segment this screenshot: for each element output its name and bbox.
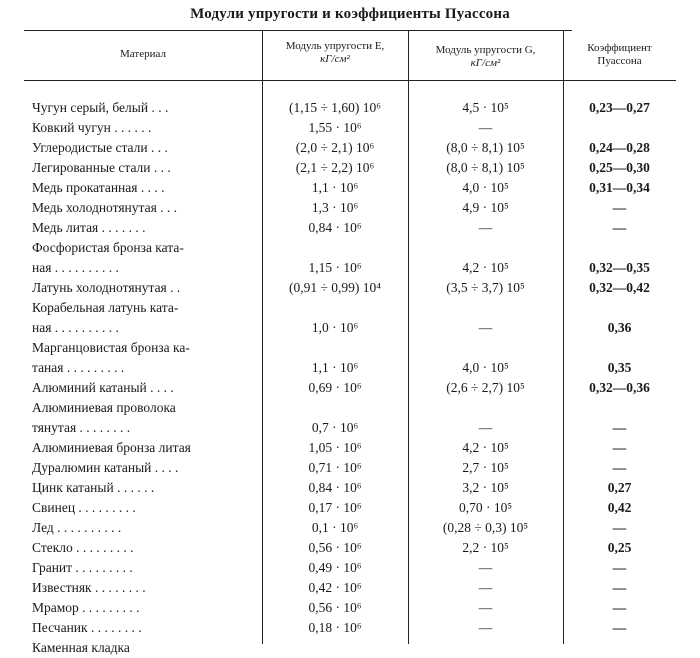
modulus-g-cell-container <box>408 98 563 118</box>
table-row <box>24 338 676 378</box>
modulus-g-cell: 4,2 · 10⁵ <box>462 440 509 455</box>
modulus-e-cell-container <box>262 218 408 238</box>
modulus-g-cell-container <box>408 458 563 478</box>
material-name-line: Алюминиевая проволока <box>32 400 176 415</box>
poisson-cell: 0,36 <box>607 320 632 335</box>
modulus-g-cell-container <box>408 558 563 578</box>
modulus-g-cell-container <box>408 578 563 598</box>
poisson-cell: 0,27 <box>607 480 632 495</box>
header-bottom-rule <box>24 80 676 81</box>
modulus-e-cell: 1,15 · 10⁶ <box>308 260 362 275</box>
modulus-e-cell-container <box>262 278 408 298</box>
material-cell <box>24 618 262 638</box>
poisson-cell-container <box>563 98 676 118</box>
modulus-g-cell: (3,5 ÷ 3,7) 10⁵ <box>446 280 525 295</box>
material-name-line: Дуралюмин катаный . . . . <box>32 460 179 475</box>
modulus-g-cell-container <box>408 278 563 298</box>
modulus-e-cell-container <box>262 118 408 138</box>
modulus-g-cell-container <box>408 538 563 558</box>
header-poisson <box>563 42 676 68</box>
table-row <box>24 98 676 118</box>
modulus-e-cell-container <box>262 398 408 438</box>
modulus-g-cell-container <box>408 338 563 378</box>
header-modulus-g-label: Модуль упругости G, <box>435 44 536 56</box>
table-row <box>24 458 676 478</box>
modulus-g-cell: (0,28 ÷ 0,3) 10⁵ <box>442 520 529 535</box>
poisson-cell: 0,32—0,36 <box>589 380 650 395</box>
material-name-line: таная . . . . . . . . . <box>32 360 125 375</box>
table-row <box>24 638 676 658</box>
modulus-g-cell: 2,7 · 10⁵ <box>462 460 509 475</box>
material-name-line: Ковкий чугун . . . . . . <box>32 120 152 135</box>
modulus-g-cell: — <box>478 560 493 575</box>
poisson-cell: 0,23—0,27 <box>589 100 650 115</box>
material-cell <box>24 518 262 538</box>
material-cell <box>24 178 262 198</box>
material-cell <box>24 158 262 178</box>
modulus-e-cell: (0,91 ÷ 0,99) 10⁴ <box>289 280 381 295</box>
modulus-g-cell: — <box>478 220 493 235</box>
table-row <box>24 478 676 498</box>
material-name-line: Чугун серый, белый . . . <box>32 100 169 115</box>
modulus-e-cell: 1,3 · 10⁶ <box>311 200 359 215</box>
poisson-cell-container <box>563 338 676 378</box>
table-row <box>24 438 676 458</box>
modulus-g-cell-container <box>408 158 563 178</box>
table-row <box>24 138 676 158</box>
table-row <box>24 518 676 538</box>
modulus-g-cell-container <box>408 118 563 138</box>
poisson-cell-container <box>563 478 676 498</box>
modulus-g-cell: — <box>478 120 493 135</box>
modulus-g-cell: (8,0 ÷ 8,1) 10⁵ <box>446 140 525 155</box>
poisson-cell-container <box>563 598 676 618</box>
modulus-g-cell-container <box>408 218 563 238</box>
modulus-e-cell: 0,69 · 10⁶ <box>308 380 362 395</box>
modulus-g-cell: 2,2 · 10⁵ <box>462 540 509 555</box>
poisson-cell-container <box>563 438 676 458</box>
modulus-g-cell-container <box>408 498 563 518</box>
table-row <box>24 618 676 638</box>
material-name-line: Свинец . . . . . . . . . <box>32 500 136 515</box>
material-cell <box>24 118 262 138</box>
poisson-cell: 0,25 <box>607 540 632 555</box>
modulus-g-cell: 3,2 · 10⁵ <box>462 480 509 495</box>
header-modulus-e <box>262 40 408 66</box>
poisson-cell: — <box>612 580 627 595</box>
table-top-rule <box>24 30 572 31</box>
poisson-cell: — <box>612 220 627 235</box>
table-row <box>24 538 676 558</box>
material-name-line: Латунь холоднотянутая . . <box>32 280 181 295</box>
poisson-cell-container <box>563 618 676 638</box>
modulus-e-cell: 0,42 · 10⁶ <box>308 580 362 595</box>
material-name-line: Корабельная латунь ката- <box>32 300 179 315</box>
modulus-e-cell: 1,05 · 10⁶ <box>308 440 362 455</box>
poisson-cell-container <box>563 298 676 338</box>
header-poisson-line2: Пуассона <box>597 55 642 67</box>
modulus-g-cell-container <box>408 518 563 538</box>
table-row <box>24 238 676 278</box>
poisson-cell-container <box>563 458 676 478</box>
modulus-g-cell: — <box>478 600 493 615</box>
modulus-g-cell: — <box>478 320 493 335</box>
poisson-cell: 0,24—0,28 <box>589 140 650 155</box>
modulus-g-cell: (8,0 ÷ 8,1) 10⁵ <box>446 160 525 175</box>
poisson-cell: — <box>612 440 627 455</box>
modulus-g-cell: — <box>478 620 493 635</box>
table-row <box>24 378 676 398</box>
material-cell <box>24 538 262 558</box>
poisson-cell-container <box>563 158 676 178</box>
modulus-e-cell-container <box>262 298 408 338</box>
material-name-line: Медь прокатанная . . . . <box>32 180 165 195</box>
table-row <box>24 198 676 218</box>
table-row <box>24 398 676 438</box>
modulus-g-cell-container <box>408 238 563 278</box>
material-name-line: Мрамор . . . . . . . . . <box>32 600 140 615</box>
table-row <box>24 278 676 298</box>
modulus-g-cell-container <box>408 438 563 458</box>
modulus-e-cell-container <box>262 178 408 198</box>
poisson-cell-container <box>563 538 676 558</box>
modulus-g-cell-container <box>408 638 563 658</box>
modulus-e-cell-container <box>262 138 408 158</box>
modulus-e-cell: 0,49 · 10⁶ <box>308 560 362 575</box>
modulus-e-cell: 1,0 · 10⁶ <box>311 320 359 335</box>
modulus-e-cell-container <box>262 198 408 218</box>
table-row <box>24 598 676 618</box>
modulus-e-cell: 1,1 · 10⁶ <box>311 180 359 195</box>
poisson-cell: — <box>612 600 627 615</box>
modulus-e-cell-container <box>262 578 408 598</box>
poisson-cell-container <box>563 398 676 438</box>
material-cell <box>24 238 262 278</box>
modulus-e-cell-container <box>262 458 408 478</box>
modulus-e-cell: 0,56 · 10⁶ <box>308 600 362 615</box>
modulus-e-cell-container <box>262 638 408 658</box>
modulus-g-cell-container <box>408 398 563 438</box>
material-cell <box>24 398 262 438</box>
modulus-e-cell: 0,7 · 10⁶ <box>311 420 359 435</box>
poisson-cell: 0,35 <box>607 360 632 375</box>
modulus-e-cell: 0,56 · 10⁶ <box>308 540 362 555</box>
material-cell <box>24 558 262 578</box>
modulus-e-cell: (1,15 ÷ 1,60) 10⁶ <box>289 100 381 115</box>
material-cell <box>24 598 262 618</box>
modulus-e-cell-container <box>262 238 408 278</box>
modulus-e-cell-container <box>262 158 408 178</box>
modulus-g-cell-container <box>408 138 563 158</box>
poisson-cell: — <box>612 520 627 535</box>
poisson-cell-container <box>563 498 676 518</box>
material-name-line: Лед . . . . . . . . . . <box>32 520 122 535</box>
material-name-line: Цинк катаный . . . . . . <box>32 480 155 495</box>
poisson-cell: — <box>612 460 627 475</box>
modulus-e-cell-container <box>262 558 408 578</box>
modulus-e-cell-container <box>262 478 408 498</box>
material-name-line: ная . . . . . . . . . . <box>32 260 119 275</box>
header-modulus-e-label: Модуль упругости E, <box>285 40 385 52</box>
material-cell <box>24 298 262 338</box>
modulus-g-cell-container <box>408 378 563 398</box>
material-cell <box>24 378 262 398</box>
material-name-line: Медь холоднотянутая . . . <box>32 200 178 215</box>
poisson-cell-container <box>563 218 676 238</box>
modulus-e-cell-container <box>262 538 408 558</box>
modulus-g-cell: 4,5 · 10⁵ <box>462 100 509 115</box>
modulus-e-cell-container <box>262 98 408 118</box>
modulus-g-cell: — <box>478 420 493 435</box>
modulus-g-cell-container <box>408 298 563 338</box>
poisson-cell-container <box>563 138 676 158</box>
modulus-e-cell-container <box>262 518 408 538</box>
material-name-line: Песчаник . . . . . . . . <box>32 620 142 635</box>
header-modulus-e-unit: кГ/см² <box>320 53 350 65</box>
modulus-g-cell-container <box>408 598 563 618</box>
header-poisson-line1: Коэффициент <box>587 42 652 54</box>
material-cell <box>24 458 262 478</box>
modulus-g-cell-container <box>408 198 563 218</box>
material-name-line: Легированные стали . . . <box>32 160 171 175</box>
modulus-g-cell-container <box>408 478 563 498</box>
material-cell <box>24 578 262 598</box>
poisson-cell-container <box>563 558 676 578</box>
material-cell <box>24 638 262 658</box>
material-name-line: Известняк . . . . . . . . <box>32 580 146 595</box>
table-title: Модули упругости и коэффициенты Пуассона <box>190 6 510 22</box>
table-row <box>24 118 676 138</box>
table-row <box>24 178 676 198</box>
poisson-cell: — <box>612 560 627 575</box>
material-cell <box>24 278 262 298</box>
poisson-cell: 0,31—0,34 <box>589 180 650 195</box>
modulus-e-cell-container <box>262 498 408 518</box>
poisson-cell: 0,32—0,35 <box>589 260 650 275</box>
modulus-e-cell: 0,71 · 10⁶ <box>308 460 362 475</box>
modulus-e-cell-container <box>262 378 408 398</box>
table-row <box>24 578 676 598</box>
header-material: Материал <box>120 48 166 60</box>
material-name-line: Марганцовистая бронза ка- <box>32 340 190 355</box>
poisson-cell: 0,32—0,42 <box>589 280 650 295</box>
modulus-e-cell-container <box>262 338 408 378</box>
material-cell <box>24 478 262 498</box>
modulus-g-cell-container <box>408 618 563 638</box>
material-name-line: Углеродистые стали . . . <box>32 140 168 155</box>
modulus-e-cell: (2,0 ÷ 2,1) 10⁶ <box>295 140 375 155</box>
modulus-e-cell: 0,17 · 10⁶ <box>308 500 362 515</box>
poisson-cell: — <box>612 620 627 635</box>
material-name-line: Алюминиевая бронза литая <box>32 440 191 455</box>
modulus-e-cell: 0,84 · 10⁶ <box>308 220 362 235</box>
modulus-g-cell: — <box>478 580 493 595</box>
material-name-line: Стекло . . . . . . . . . <box>32 540 134 555</box>
material-name-line: тянутая . . . . . . . . <box>32 420 131 435</box>
table-row <box>24 298 676 338</box>
material-name-line: ная . . . . . . . . . . <box>32 320 119 335</box>
modulus-g-cell: 4,0 · 10⁵ <box>462 180 509 195</box>
poisson-cell-container <box>563 198 676 218</box>
modulus-e-cell-container <box>262 438 408 458</box>
material-name-line: Гранит . . . . . . . . . <box>32 560 133 575</box>
poisson-cell-container <box>563 378 676 398</box>
modulus-e-cell-container <box>262 598 408 618</box>
material-name-line: Алюминий катаный . . . . <box>32 380 174 395</box>
elastic-moduli-table <box>24 30 676 655</box>
modulus-g-cell-container <box>408 178 563 198</box>
modulus-g-cell: (2,6 ÷ 2,7) 10⁵ <box>446 380 525 395</box>
modulus-e-cell: (2,1 ÷ 2,2) 10⁶ <box>295 160 375 175</box>
material-cell <box>24 198 262 218</box>
table-row <box>24 558 676 578</box>
modulus-g-cell: 0,70 · 10⁵ <box>458 500 513 515</box>
material-cell <box>24 98 262 118</box>
poisson-cell: — <box>612 420 627 435</box>
poisson-cell-container <box>563 178 676 198</box>
table-row <box>24 158 676 178</box>
table-row <box>24 498 676 518</box>
modulus-e-cell: 0,84 · 10⁶ <box>308 480 362 495</box>
modulus-e-cell: 1,1 · 10⁶ <box>311 360 359 375</box>
modulus-g-cell: 4,2 · 10⁵ <box>462 260 509 275</box>
modulus-e-cell: 0,1 · 10⁶ <box>311 520 359 535</box>
material-name-line: Фосфористая бронза ката- <box>32 240 184 255</box>
poisson-cell-container <box>563 238 676 278</box>
poisson-cell-container <box>563 518 676 538</box>
poisson-cell-container <box>563 638 676 658</box>
material-name-line: Медь литая . . . . . . . <box>32 220 146 235</box>
poisson-cell-container <box>563 118 676 138</box>
material-cell <box>24 498 262 518</box>
poisson-cell: 0,42 <box>607 500 632 515</box>
modulus-g-cell: 4,9 · 10⁵ <box>462 200 509 215</box>
poisson-cell-container <box>563 278 676 298</box>
material-cell <box>24 138 262 158</box>
modulus-e-cell-container <box>262 618 408 638</box>
poisson-cell: 0,25—0,30 <box>589 160 650 175</box>
material-name-line: Каменная кладка <box>32 640 130 655</box>
modulus-e-cell: 1,55 · 10⁶ <box>308 120 362 135</box>
table-body <box>24 98 676 658</box>
header-modulus-g <box>408 44 563 70</box>
modulus-g-cell: 4,0 · 10⁵ <box>462 360 509 375</box>
material-cell <box>24 438 262 458</box>
material-cell <box>24 338 262 378</box>
modulus-e-cell: 0,18 · 10⁶ <box>308 620 362 635</box>
table-row <box>24 218 676 238</box>
poisson-cell: — <box>612 200 627 215</box>
header-modulus-g-unit: кГ/см² <box>470 57 501 69</box>
poisson-cell-container <box>563 578 676 598</box>
material-cell <box>24 218 262 238</box>
